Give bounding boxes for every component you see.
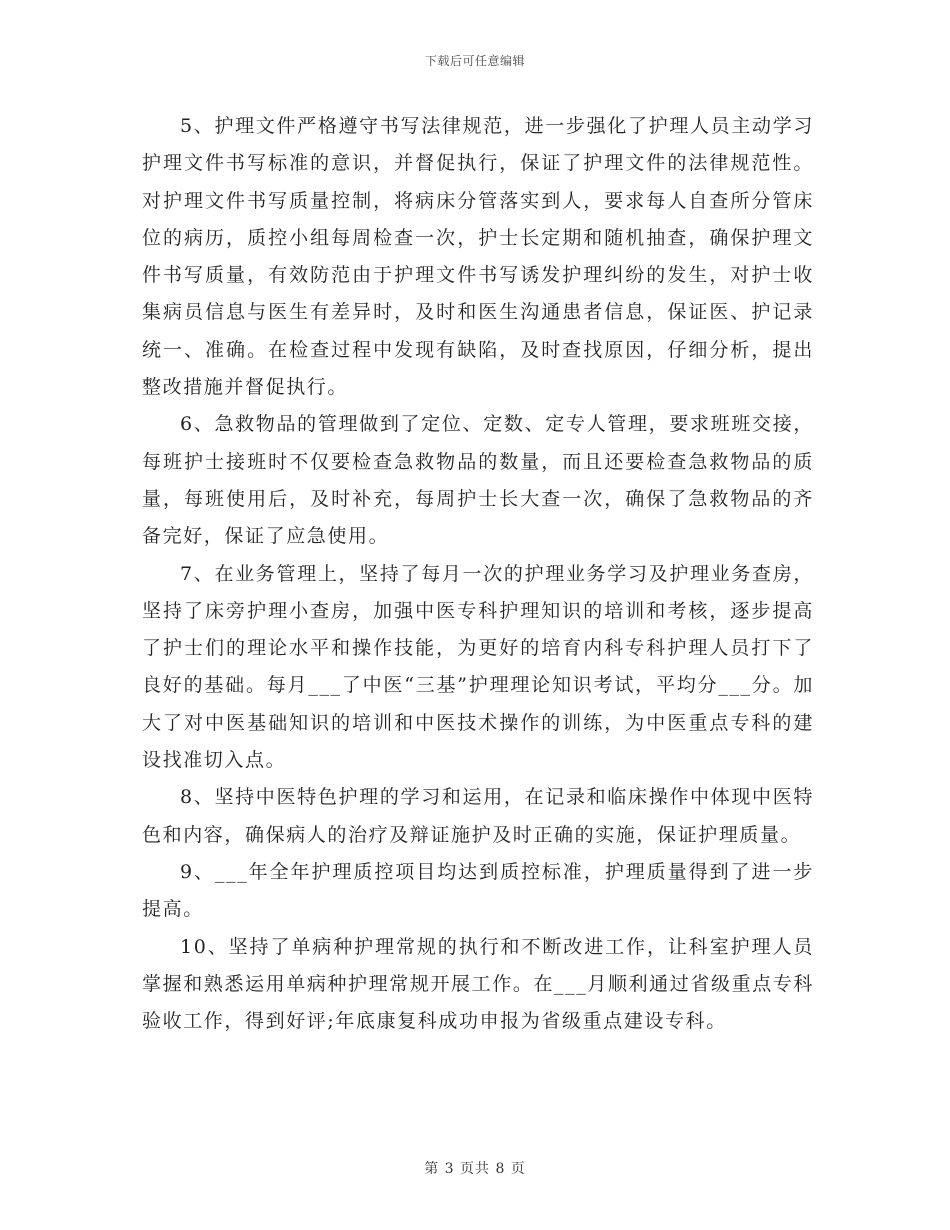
paragraph-item-8: 8、坚持中医特色护理的学习和运用，在记录和临床操作中体现中医特色和内容，确保病人的治疗及辩证施护及时正确的实施，保证护理质量。 (142, 786, 814, 846)
document-body (142, 108, 814, 1040)
paragraph-item-7: 7、在业务管理上，坚持了每月一次的护理业务学习及护理业务查房，坚持了床旁护理小查房，加强中医专科护理知识的培训和考核，逐步提高了护士们的理论水平和操作技能，为更好的培育内科专科护理人员打下了良好的基础。每月___了中医“三基”护理理论知识考试，平均分___分。加大了对中医基础知识的培训和中医技术操作的训练，为中医重点专科的建设找准切入点。 (142, 562, 814, 772)
page-header-note: 下载后可任意编辑 (424, 54, 525, 68)
paragraph-item-5: 5、护理文件严格遵守书写法律规范，进一步强化了护理人员主动学习护理文件书写标准的意识，并督促执行，保证了护理文件的法律规范性。对护理文件书写质量控制，将病床分管落实到人，要求每人自查所分管床位的病历，质控小组每周检查一次，护士长定期和随机抽查，确保护理文件书写质量，有效防范由于护理文件书写诱发护理纠纷的发生，对护士收集病员信息与医生有差异时，及时和医生沟通患者信息，保证医、护记录统一、准确。在检查过程中发现有缺陷，及时查找原因，仔细分析，提出整改措施并督促执行。 (142, 115, 814, 399)
page-number-footer: 第 3 页共 8 页 (424, 1161, 526, 1177)
paragraph-item-10: 10、坚持了单病种护理常规的执行和不断改进工作，让科室护理人员掌握和熟悉运用单病种护理常规开展工作。在___月顺利通过省级重点专科验收工作，得到好评;年底康复科成功申报为省级重点建设专科。 (142, 935, 814, 1033)
paragraph-item-6: 6、急救物品的管理做到了定位、定数、定专人管理，要求班班交接，每班护士接班时不仅要检查急救物品的数量，而且还要检查急救物品的质量，每班使用后，及时补充，每周护士长大查一次，确保了急救物品的齐备完好，保证了应急使用。 (142, 413, 814, 548)
paragraph-item-9: 9、___年全年护理质控项目均达到质控标准，护理质量得到了进一步提高。 (142, 860, 814, 921)
